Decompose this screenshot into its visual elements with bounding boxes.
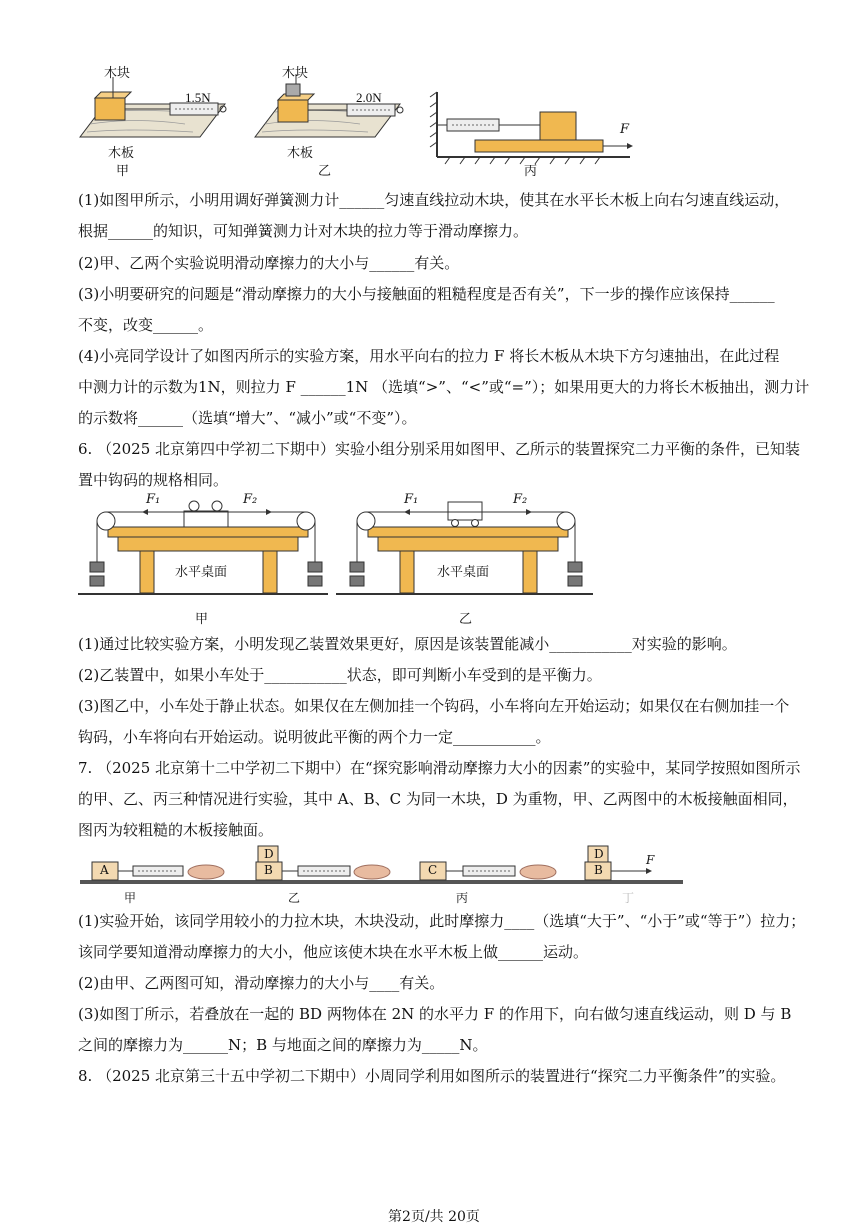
figure-two-force-balance xyxy=(78,494,598,604)
yi-block-label: 木块 xyxy=(282,66,309,81)
q6-part3-line2: 钩码，小车将向右开始运动。说明彼此平衡的两个力一定___________。 xyxy=(78,728,551,746)
q7-ding-force: F xyxy=(646,853,655,867)
bing-caption: 丙 xyxy=(524,164,538,179)
q7-part3-line2: 之间的摩擦力为______N；B 与地面之间的摩擦力为_____N。 xyxy=(78,1036,488,1054)
balance-yi xyxy=(336,502,593,594)
q7-bing-block: C xyxy=(428,863,438,877)
page-footer: 第2页/共 20页 xyxy=(388,1209,480,1225)
q6-yi-f1: F₁ xyxy=(404,492,419,507)
q7-part2: (2)由甲、乙两图可知，滑动摩擦力的大小与____有关。 xyxy=(78,974,445,992)
setup-bing xyxy=(430,92,633,164)
jia-caption: 甲 xyxy=(116,164,130,179)
q6-yi-caption: 乙 xyxy=(459,612,473,627)
q7-yi-bottom: B xyxy=(264,863,273,877)
jia-board-label: 木板 xyxy=(108,146,135,161)
q7-bing-caption: 丙 xyxy=(456,891,469,905)
q7-yi-top: D xyxy=(264,847,274,861)
q6-jia-f2: F₂ xyxy=(243,492,258,507)
q7-jia-caption: 甲 xyxy=(124,891,137,905)
q6-yi-f2: F₂ xyxy=(513,492,528,507)
q7-part1-line1: (1)实验开始，该同学用较小的力拉木块，木块没动，此时摩擦力____（选填“大于”、“小于”或“等于”）拉力； xyxy=(78,912,806,930)
q7-jia-block: A xyxy=(100,863,109,877)
q6-part1: (1)通过比较实验方案，小明发现乙装置效果更好，原因是该装置能减小___________对实验的影响。 xyxy=(78,635,737,653)
yi-caption: 乙 xyxy=(318,164,332,179)
q5-part1-line2: 根据______的知识，可知弹簧测力计对木块的拉力等于滑动摩擦力。 xyxy=(78,222,529,240)
q5-part3-line1: (3)小明要研究的问题是“滑动摩擦力的大小与接触面的粗糙程度是否有关”，下一步的操作应该保持______ xyxy=(78,285,775,303)
q5-part4-line1: (4)小亮同学设计了如图丙所示的实验方案，用水平向右的拉力 F 将长木板从木块下方匀速抽出，在此过程 xyxy=(78,347,780,365)
q5-part4-line2: 中测力计的示数为1N，则拉力 F ______1N （选填“>”、“<”或“=”）；如果用更大的力将长木板抽出，测力计 xyxy=(78,378,810,396)
q6-yi-table: 水平桌面 xyxy=(437,565,490,580)
q7-stem-line2: 的甲、乙、丙三种情况进行实验，其中 A、B、C 为同一木块，D 为重物，甲、乙两图中的木板接触面相同， xyxy=(78,790,798,808)
q5-part1-line1: (1)如图甲所示，小明用调好弹簧测力计______匀速直线拉动木块，使其在水平长木板上向右匀速直线运动， xyxy=(78,191,790,209)
q6-jia-table: 水平桌面 xyxy=(175,565,228,580)
q7-yi-caption: 乙 xyxy=(288,891,301,905)
q6-jia-caption: 甲 xyxy=(195,612,209,627)
q7-stem-line1: 7. （2025 北京第十二中学初二下期中）在“探究影响滑动摩擦力大小的因素”的实验中，某同学按照如图所示 xyxy=(78,759,801,777)
q7-stem-line3: 图丙为较粗糙的木板接触面。 xyxy=(78,821,274,839)
figure-friction-setups xyxy=(75,62,635,182)
q5-part3-line2: 不变，改变______。 xyxy=(78,316,214,334)
q7-ding-top: D xyxy=(594,847,604,861)
q7-ding-bottom: B xyxy=(594,863,603,877)
q7-ding-caption: 丁 xyxy=(622,891,635,905)
yi-board-label: 木板 xyxy=(287,146,314,161)
jia-block-label: 木块 xyxy=(104,66,131,81)
q6-part2: (2)乙装置中，如果小车处于___________状态，即可判断小车受到的是平衡力。 xyxy=(78,666,602,684)
q7-part1-line2: 该同学要知道滑动摩擦力的大小，他应该使木块在水平木板上做______运动。 xyxy=(78,943,589,961)
fr-ding xyxy=(573,846,683,884)
bing-force-label: F xyxy=(620,122,630,137)
q6-jia-f1: F₁ xyxy=(146,492,161,507)
q8-stem: 8. （2025 北京第三十五中学初二下期中）小周同学利用如图所示的装置进行“探究二力平衡条件”的实验。 xyxy=(78,1067,786,1085)
yi-force-label: 2.0N xyxy=(356,90,382,105)
q6-part3-line1: (3)图乙中，小车处于静止状态。如果仅在左侧加挂一个钩码，小车将向左开始运动；如果仅在右侧加挂一个 xyxy=(78,697,790,715)
q5-part2: (2)甲、乙两个实验说明滑动摩擦力的大小与______有关。 xyxy=(78,254,460,272)
q5-part4-line3: 的示数将______（选填“增大”、“减小”或“不变”）。 xyxy=(78,409,417,427)
q7-part3-line1: (3)如图丁所示，若叠放在一起的 BD 两物体在 2N 的水平力 F 的作用下，向右做匀速直线运动，则 D 与 B xyxy=(78,1005,792,1023)
q6-stem-line1: 6. （2025 北京第四中学初二下期中）实验小组分别采用如图甲、乙所示的装置探究二力平衡的条件，已知装 xyxy=(78,440,801,458)
q6-stem-line2: 置中钩码的规格相同。 xyxy=(78,471,229,489)
jia-force-label: 1.5N xyxy=(185,90,211,105)
balance-jia xyxy=(78,501,328,594)
